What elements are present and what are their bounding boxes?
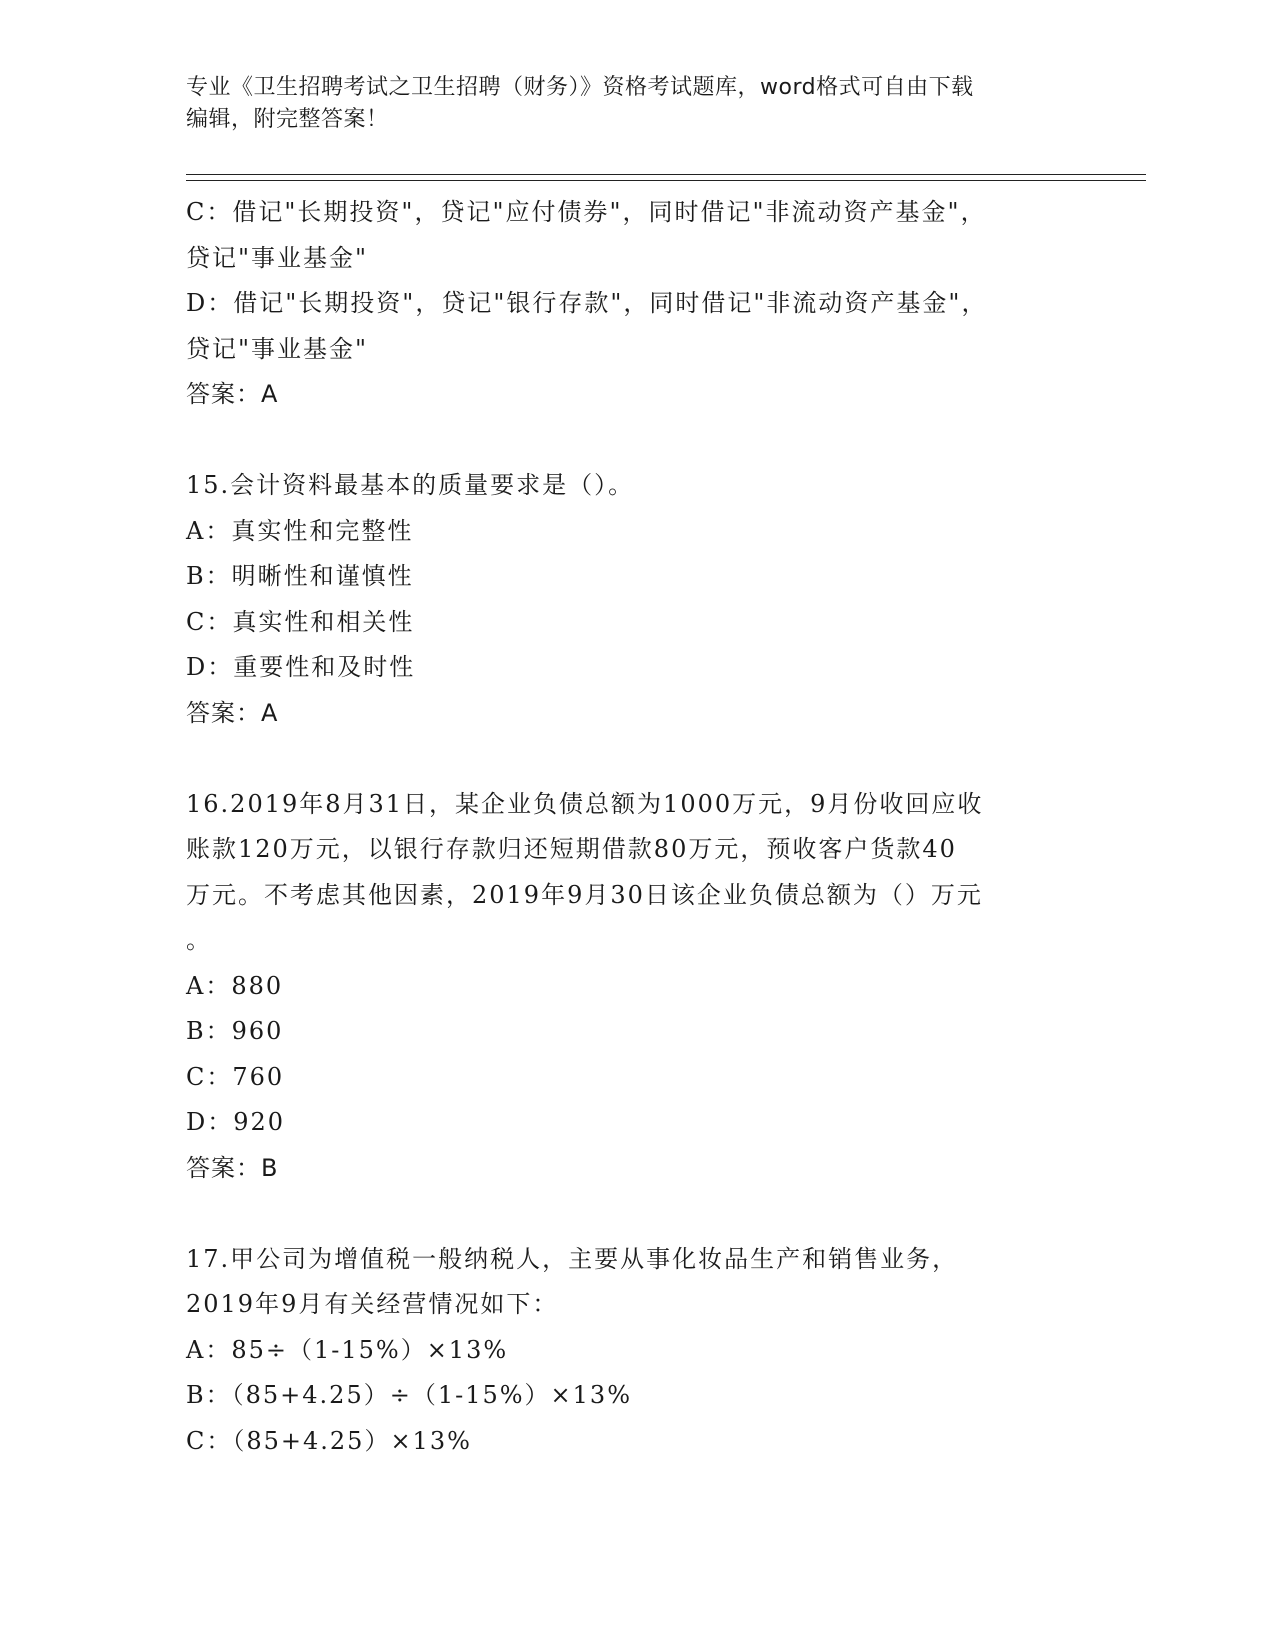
q16-stem-line-3: 万元。不考虑其他因素，2019年9月30日该企业负债总额为（）万元 bbox=[186, 880, 983, 909]
q15-option-d: D：重要性和及时性 bbox=[186, 653, 416, 681]
document-header bbox=[186, 72, 1066, 136]
q16-answer: 答案：B bbox=[186, 1153, 279, 1182]
q16-stem-line-2: 账款120万元，以银行存款归还短期借款80万元，预收客户货款40 bbox=[186, 835, 957, 863]
q17-stem-line-1: 17.甲公司为增值税一般纳税人，主要从事化妆品生产和销售业务， bbox=[186, 1244, 959, 1273]
q17-option-c: C：（85+4.25）×13% bbox=[186, 1426, 472, 1455]
q14-option-d-line-1: D：借记"长期投资"，贷记"银行存款"，同时借记"非流动资产基金"， bbox=[186, 289, 988, 317]
header-title-line-1: 专业《卫生招聘考试之卫生招聘（财务）》资格考试题库，word格式可自由下载 bbox=[186, 75, 974, 100]
spacer bbox=[186, 418, 1086, 464]
q15-option-b: B：明晰性和谨慎性 bbox=[186, 562, 414, 590]
q15-stem: 15.会计资料最基本的质量要求是（）。 bbox=[186, 471, 635, 499]
question-15-block bbox=[186, 463, 1086, 736]
q14-option-c-line-1: C：借记"长期投资"，贷记"应付债券"，同时借记"非流动资产基金"， bbox=[186, 198, 987, 226]
q16-stem-line-4: 。 bbox=[186, 926, 212, 954]
q15-option-c: C：真实性和相关性 bbox=[186, 607, 415, 636]
q17-option-b: B：（85+4.25）÷（1-15%）×13% bbox=[186, 1381, 633, 1409]
spacer bbox=[186, 736, 1086, 782]
q15-option-a: A：真实性和完整性 bbox=[186, 516, 414, 545]
q17-stem-line-2: 2019年9月有关经营情况如下： bbox=[186, 1290, 559, 1318]
q16-option-b: B：960 bbox=[186, 1017, 284, 1045]
q16-option-a: A：880 bbox=[186, 971, 284, 1000]
question-16-block bbox=[186, 782, 1086, 1192]
header-divider-bottom bbox=[186, 180, 1146, 181]
q16-option-d: D：920 bbox=[186, 1108, 286, 1136]
q14-option-d-line-2: 贷记"事业基金" bbox=[186, 334, 369, 363]
spacer bbox=[186, 1191, 1086, 1237]
question-14-block bbox=[186, 190, 1086, 418]
q14-answer: 答案：A bbox=[186, 380, 279, 408]
header-divider-top bbox=[186, 174, 1146, 175]
q14-option-c-line-2: 贷记"事业基金" bbox=[186, 243, 369, 272]
q16-stem-line-1: 16.2019年8月31日，某企业负债总额为1000万元，9月份收回应收 bbox=[186, 789, 984, 818]
question-17-block bbox=[186, 1237, 1086, 1465]
q16-option-c: C：760 bbox=[186, 1062, 285, 1091]
header-title-line-2: 编辑，附完整答案！ bbox=[186, 107, 389, 132]
q15-answer: 答案：A bbox=[186, 698, 279, 727]
q17-option-a: A：85÷（1-15%）×13% bbox=[186, 1335, 509, 1364]
question-content bbox=[186, 190, 1086, 1464]
